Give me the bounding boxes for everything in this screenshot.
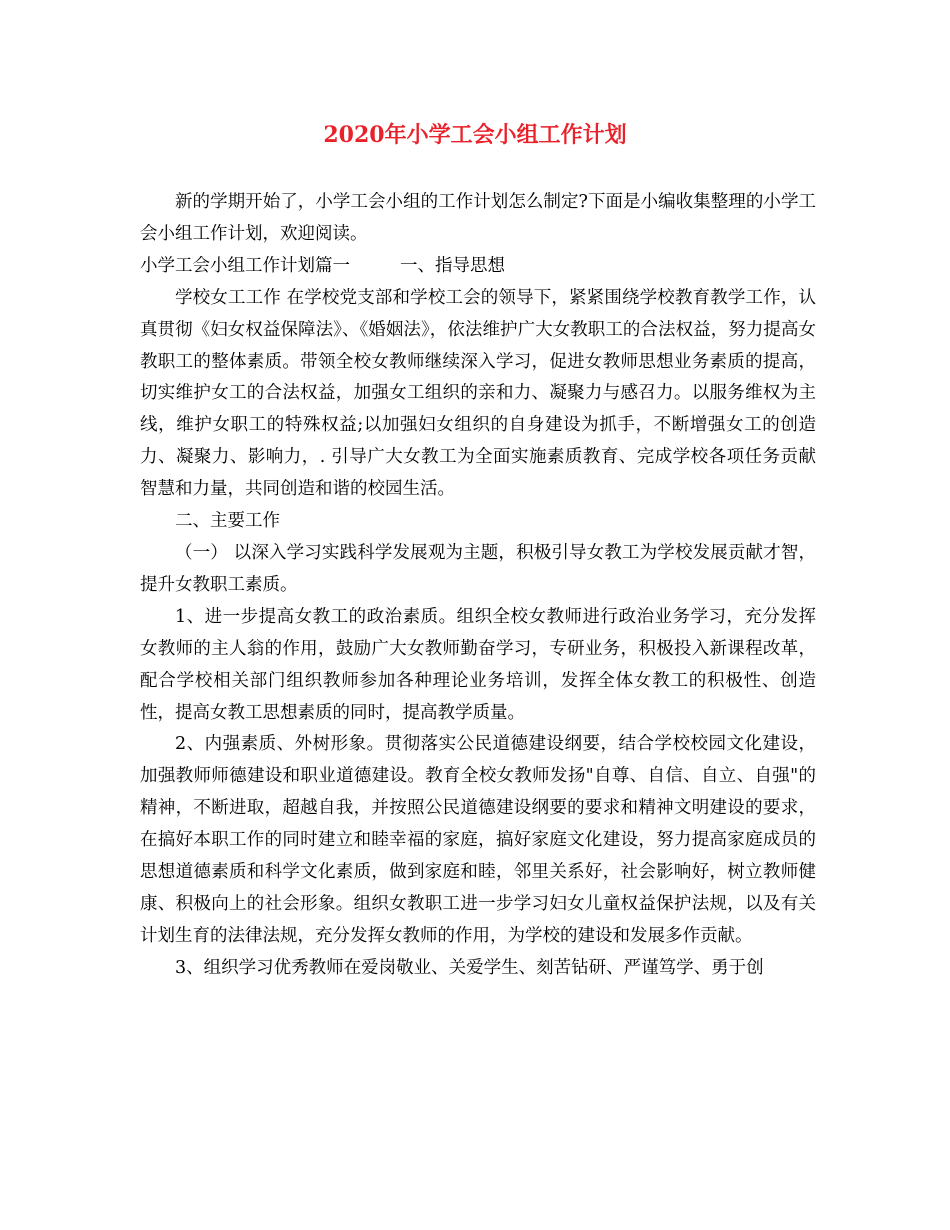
- section-heading-subtitle: 一、指导思想: [400, 255, 505, 276]
- document-body: [140, 187, 816, 985]
- subsection-one-paragraph: （一） 以深入学习实践科学发展观为主题，积极引导女教工为学校发展贡献才智，提升女教职工素质。: [140, 542, 816, 595]
- main-work-heading: 二、主要工作: [175, 511, 280, 532]
- guiding-ideology-paragraph: 学校女工工作 在学校党支部和学校工会的领导下，紧紧围绕学校教育教学工作，认真贯彻《妇女权益保障法》、《婚姻法》，依法维护广大女教职工的合法权益，努力提高女教职工的整体素质。带领全校女教师继续深入学习，促进女教师思想业务素质的提高，切实维护女工的合法权益，加强女工组织的亲和力、凝聚力与感召力。以服务维权为主线，维护女职工的特殊权益;以加强妇女组织的自身建设为抓手，不断增强女工的创造力、凝聚力、影响力，. 引导广大女教工为全面实施素质教育、完成学校各项任务贡献智慧和力量，共同创造和谐的校园生活。: [140, 287, 816, 500]
- item-three-paragraph: 3、组织学习优秀教师在爱岗敬业、关爱学生、刻苦钻研、严谨笃学、勇于创: [175, 957, 764, 978]
- intro-paragraph: 新的学期开始了，小学工会小组的工作计划怎么制定?下面是小编收集整理的小学工会小组工作计划，欢迎阅读。: [140, 192, 816, 244]
- item-two-paragraph: 2、内强素质、外树形象。贯彻落实公民道德建设纲要，结合学校校园文化建设，加强教师师德建设和职业道德建设。教育全校女教师发扬"自尊、自信、自立、自强"的精神，不断进取，超越自我，并按照公民道德建设纲要的要求和精神文明建设的要求，在搞好本职工作的同时建立和睦幸福的家庭，搞好家庭文化建设，努力提高家庭成员的思想道德素质和科学文化素质，做到家庭和睦，邻里关系好，社会影响好，树立教师健康、积极向上的社会形象。组织女教职工进一步学习妇女儿童权益保护法规，以及有关计划生育的法律法规，充分发挥女教师的作用，为学校的建设和发展多作贡献。: [140, 734, 816, 946]
- item-one-paragraph: 1、进一步提高女教工的政治素质。组织全校女教师进行政治业务学习，充分发挥女教师的主人翁的作用，鼓励广大女教师勤奋学习，专研业务，积极投入新课程改革，配合学校相关部门组织教师参加各种理论业务培训，发挥全体女教工的积极性、创造性，提高女教工思想素质的同时，提高教学质量。: [140, 606, 816, 723]
- section-heading-line: [140, 251, 816, 283]
- section-heading-title: 小学工会小组工作计划篇一: [140, 255, 350, 276]
- document-title: 2020年小学工会小组工作计划: [323, 122, 627, 148]
